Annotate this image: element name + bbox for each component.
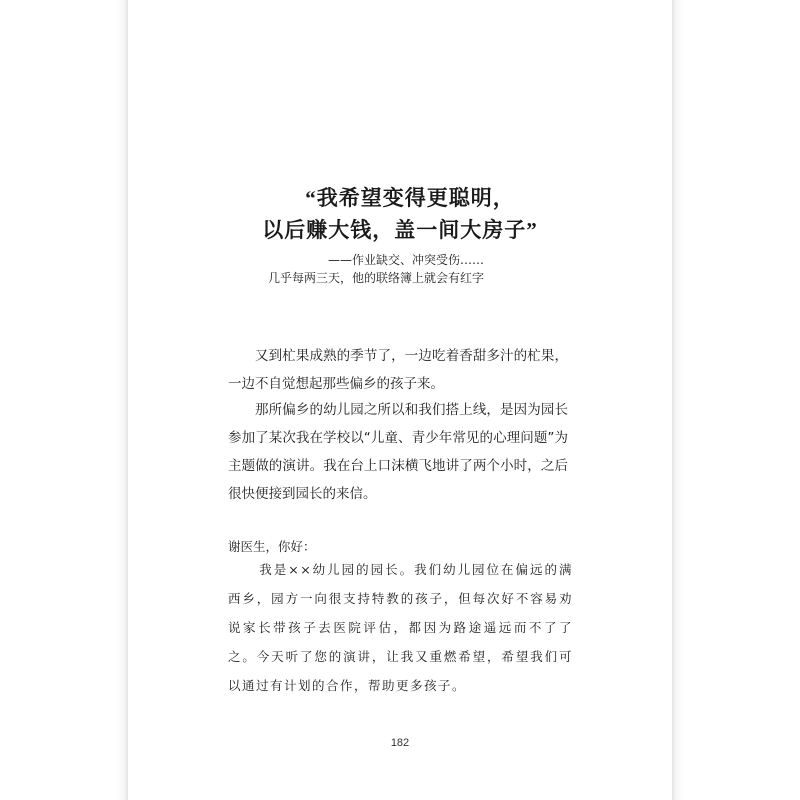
chapter-subtitle-line-1: ——作业缺交、冲突受伤…… <box>327 253 484 267</box>
chapter-title <box>128 182 672 246</box>
chapter-title-line-1: “我希望变得更聪明， <box>305 186 515 210</box>
body-paragraph: 又到杧果成熟的季节了，一边吃着香甜多汁的杧果，一边不自觉想起那些偏乡的孩子来。 <box>228 348 568 392</box>
letter-greeting: 谢医生，你好： <box>228 539 316 554</box>
page-number: 182 <box>390 737 410 749</box>
chapter-title-line-2: 以后赚大钱，盖一间大房子” <box>262 218 538 242</box>
chapter-subtitle-line-2: 几乎每两三天，他的联络簿上就会有红字 <box>267 271 484 285</box>
chapter-subtitle <box>268 251 484 287</box>
body-paragraph: 那所偏乡的幼儿园之所以和我们搭上线，是因为园长参加了某次我在学校以“儿童、青少年常见的心理问题”为主题做的演讲。我在台上口沫横飞地讲了两个小时，之后很快便接到园长的来信。 <box>228 402 568 502</box>
letter-body: 我是××幼儿园的园长。我们幼儿园位在偏远的满西乡，园方一向很支持特教的孩子，但每次好不容易劝说家长带孩子去医院评估，都因为路途遥远而不了了之。今天听了您的演讲，让我又重燃希望，希望我们可以通过有计划的合作，帮助更多孩子。 <box>228 562 573 693</box>
book-page <box>128 0 672 800</box>
